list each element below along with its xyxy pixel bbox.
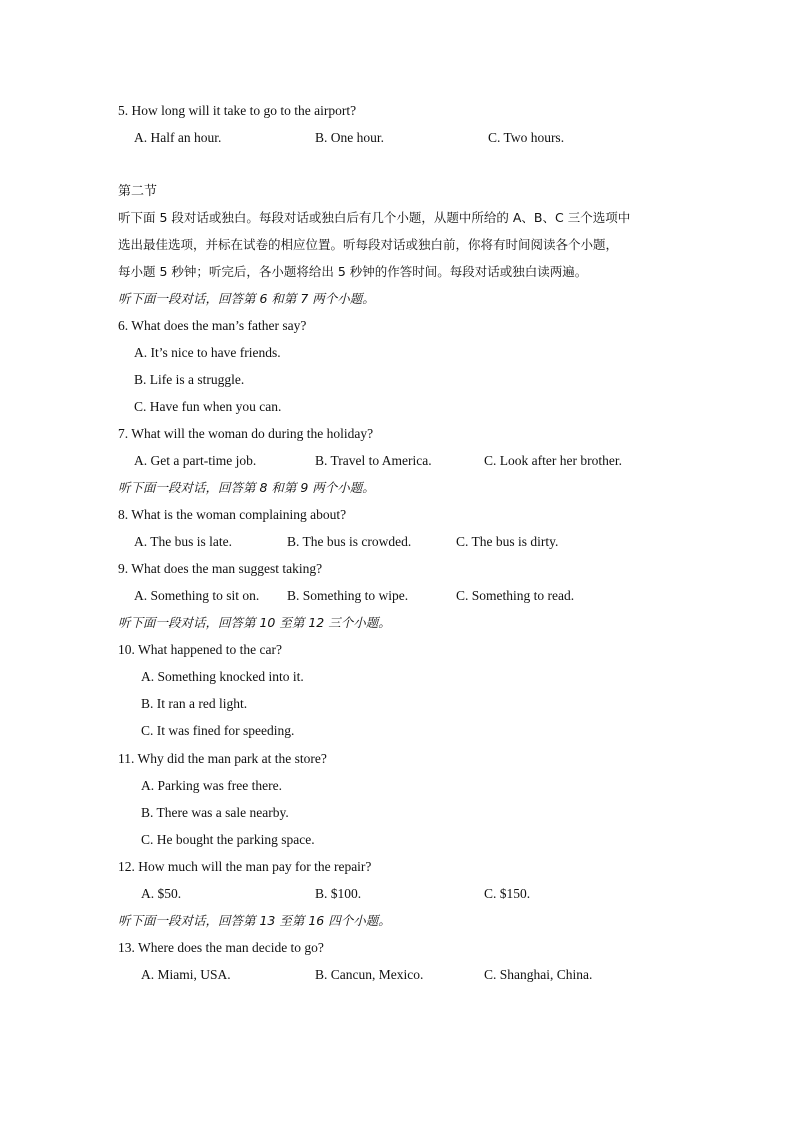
question-6-option-a: A. It’s nice to have friends. <box>134 345 281 360</box>
question-9-stem: 9. What does the man suggest taking? <box>118 561 323 576</box>
question-10-stem: 10. What happened to the car? <box>118 642 282 657</box>
question-8-option-a: A. The bus is late. <box>134 534 232 549</box>
section-intro-line-3: 每小题 5 秒钟；听完后，各小题将给出 5 秒钟的作答时间。每段对话或独白读两遍。 <box>118 264 588 279</box>
instruction-10-12: 听下面一段对话，回答第 10 至第 12 三个小题。 <box>118 615 391 630</box>
question-7-stem: 7. What will the woman do during the holiday? <box>118 426 374 441</box>
question-12-option-c: C. $150. <box>484 886 531 901</box>
question-13-stem: 13. Where does the man decide to go? <box>118 940 324 955</box>
question-6-stem: 6. What does the man’s father say? <box>118 318 307 333</box>
question-10-option-c: C. It was fined for speeding. <box>141 723 295 738</box>
question-11-option-b: B. There was a sale nearby. <box>141 805 289 820</box>
question-7-option-a: A. Get a part-time job. <box>134 453 257 468</box>
section-title: 第二节 <box>118 184 158 199</box>
question-9-option-a: A. Something to sit on. <box>134 588 260 603</box>
instruction-13-16: 听下面一段对话，回答第 13 至第 16 四个小题。 <box>118 913 391 928</box>
question-11-stem: 11. Why did the man park at the store? <box>118 751 327 766</box>
question-13-option-a: A. Miami, USA. <box>141 967 231 982</box>
question-9-option-b: B. Something to wipe. <box>287 588 409 603</box>
question-12-stem: 12. How much will the man pay for the repair? <box>118 859 372 874</box>
instruction-8-9: 听下面一段对话，回答第 8 和第 9 两个小题。 <box>118 480 375 495</box>
question-6-option-c: C. Have fun when you can. <box>134 399 282 414</box>
question-5-option-a: A. Half an hour. <box>134 130 222 145</box>
question-11-option-a: A. Parking was free there. <box>141 778 282 793</box>
question-13-option-c: C. Shanghai, China. <box>484 967 593 982</box>
instruction-6-7: 听下面一段对话，回答第 6 和第 7 两个小题。 <box>118 291 375 306</box>
section-intro-line-2: 选出最佳选项，并标在试卷的相应位置。听每段对话或独白前，你将有时间阅读各个小题， <box>118 237 619 252</box>
question-10-option-b: B. It ran a red light. <box>141 696 248 711</box>
question-7-option-b: B. Travel to America. <box>315 453 432 468</box>
question-8-stem: 8. What is the woman complaining about? <box>118 507 347 522</box>
question-8-option-b: B. The bus is crowded. <box>287 534 412 549</box>
question-12-option-b: B. $100. <box>315 886 362 901</box>
question-13-option-b: B. Cancun, Mexico. <box>315 967 424 982</box>
question-9-option-c: C. Something to read. <box>456 588 575 603</box>
question-7-option-c: C. Look after her brother. <box>484 453 622 468</box>
question-10-option-a: A. Something knocked into it. <box>141 669 304 684</box>
question-6-option-b: B. Life is a struggle. <box>134 372 245 387</box>
question-12-option-a: A. $50. <box>141 886 182 901</box>
question-5-stem: 5. How long will it take to go to the airport? <box>118 103 357 118</box>
question-5-option-c: C. Two hours. <box>488 130 565 145</box>
question-5-option-b: B. One hour. <box>315 130 384 145</box>
question-8-option-c: C. The bus is dirty. <box>456 534 559 549</box>
question-11-option-c: C. He bought the parking space. <box>141 832 315 847</box>
section-intro-line-1: 听下面 5 段对话或独白。每段对话或独白后有几个小题，从题中所给的 A、B、C 三个选项中 <box>118 210 631 225</box>
